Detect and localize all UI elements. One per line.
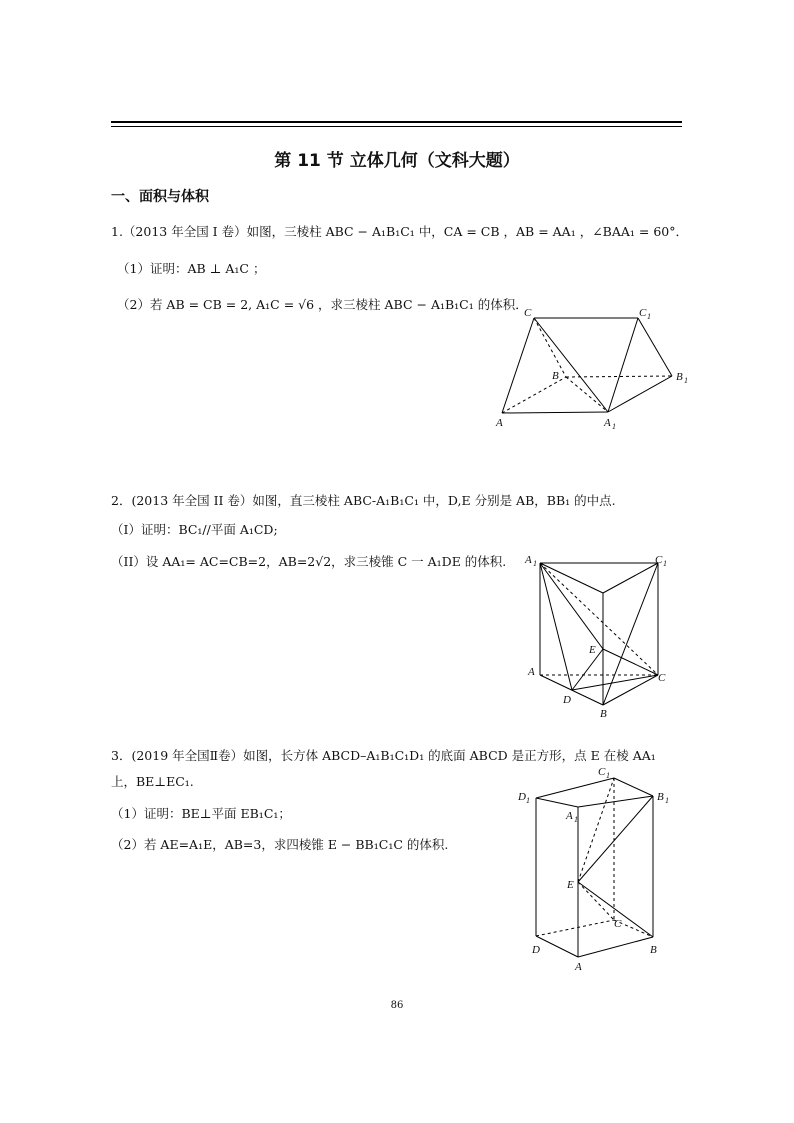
problem-2-part-1: （I）证明：BC₁//平面 A₁CD; [111, 522, 278, 537]
problem-1-part-2: （2）若 AB = CB = 2, A₁C = √6 ，求三棱柱 ABC − A₁B₁C₁ 的体积． [117, 297, 528, 312]
fig3-sub-A1: 1 [574, 815, 578, 824]
figure-1-prism [490, 300, 700, 440]
fig1-label-B: B [552, 370, 559, 382]
fig3-label-C1: C [598, 766, 606, 778]
fig2-label-A: A [528, 666, 535, 678]
figure-2-prism [520, 545, 680, 720]
fig1-label-C1: C [639, 307, 647, 319]
fig2-label-C1: C [655, 554, 663, 566]
fig2-label-D: D [563, 694, 571, 706]
fig3-label-E: E [567, 879, 574, 891]
problem-3-stem-line-1: 3．(2019 年全国Ⅱ卷）如图，长方体 ABCD–A₁B₁C₁D₁ 的底面 ABCD 是正方形，点 E 在棱 AA₁ [111, 748, 656, 763]
fig3-label-B: B [650, 944, 657, 956]
problem-1-part-1: （1）证明：AB ⊥ A₁C ； [117, 261, 266, 276]
fig2-label-C: C [658, 672, 666, 684]
fig3-sub-C1: 1 [606, 771, 610, 780]
chapter-title: 第 11 节 立体几何（文科大题） [274, 151, 520, 171]
header-rule-thick [111, 121, 682, 123]
fig3-label-D: D [532, 944, 540, 956]
fig2-label-B: B [600, 708, 607, 720]
problem-1-stem: 1.（2013 年全国 I 卷）如图，三棱柱 ABC − A₁B₁C₁ 中，CA = CB ，AB = AA₁ ，∠BAA₁ = 60°． [111, 224, 688, 239]
fig1-label-A1: A [604, 417, 611, 429]
fig1-sub-C1: 1 [647, 312, 651, 321]
fig3-label-C: C [614, 918, 622, 930]
problem-3-part-1: （1）证明：BE⊥平面 EB₁C₁； [111, 806, 291, 821]
fig3-label-B1: B [657, 791, 664, 803]
fig2-label-E: E [589, 644, 596, 656]
fig3-label-A: A [575, 961, 582, 973]
fig3-label-D1: D [518, 791, 526, 803]
fig1-label-C: C [524, 307, 532, 319]
fig3-label-A1: A [566, 810, 573, 822]
fig2-sub-C1: 1 [663, 559, 667, 568]
fig2-label-A1: A [525, 554, 532, 566]
header-rule-thin [111, 126, 682, 127]
problem-2-stem: 2．(2013 年全国 II 卷）如图，直三棱柱 ABC-A₁B₁C₁ 中，D,E 分别是 AB，BB₁ 的中点. [111, 493, 616, 508]
fig1-sub-B1: 1 [684, 376, 688, 385]
fig3-sub-D1: 1 [526, 796, 530, 805]
fig1-label-A: A [496, 417, 503, 429]
figure-3-cuboid [512, 760, 682, 980]
fig1-label-B1: B [676, 371, 683, 383]
problem-2-part-2: （II）设 AA₁= AC=CB=2，AB=2√2，求三棱锥 C 一 A₁DE 的体积. [111, 554, 507, 569]
fig2-sub-A1: 1 [533, 559, 537, 568]
page-number: 86 [390, 1000, 404, 1011]
problem-3-part-2: （2）若 AE=A₁E，AB=3，求四棱锥 E − BB₁C₁C 的体积. [111, 837, 449, 852]
problem-3-stem-line-2: 上，BE⊥EC₁. [111, 774, 194, 789]
fig3-sub-B1: 1 [665, 796, 669, 805]
fig1-sub-A1: 1 [612, 422, 616, 431]
section-heading: 一、面积与体积 [111, 189, 209, 205]
